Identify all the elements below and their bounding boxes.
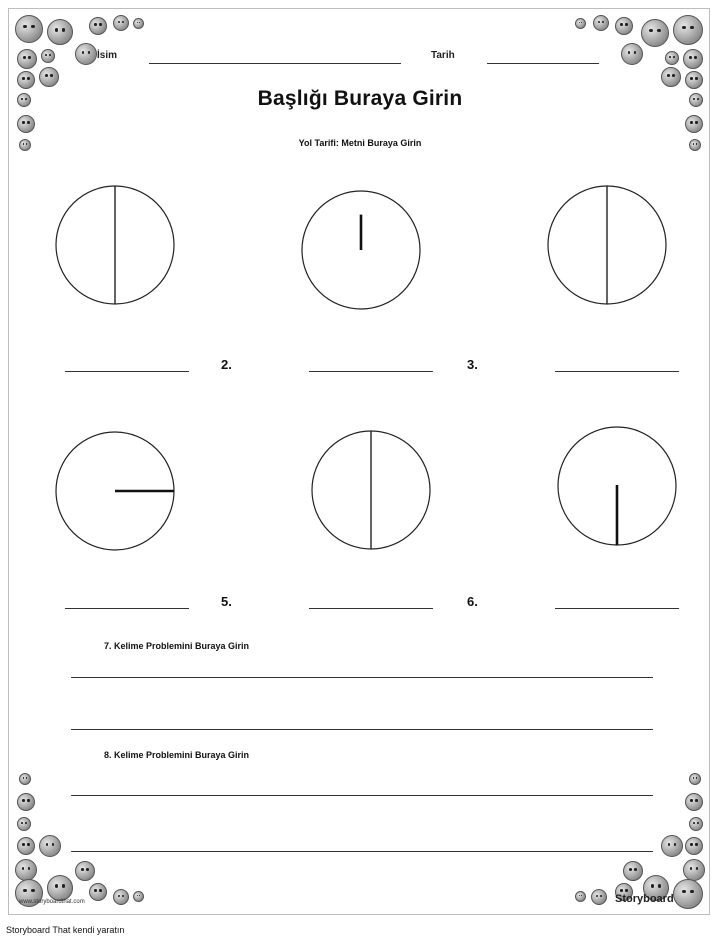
emoji-face-icon [689, 817, 703, 831]
answer-line-2 [309, 371, 433, 372]
emoji-face-icon [15, 859, 37, 881]
emoji-face-icon [19, 139, 31, 151]
emoji-face-icon [683, 859, 705, 881]
emoji-face-icon [615, 17, 633, 35]
emoji-face-icon [39, 835, 61, 857]
name-label: İsim [97, 50, 118, 61]
emoji-face-icon [39, 67, 59, 87]
emoji-face-icon [17, 817, 31, 831]
emoji-face-icon [133, 891, 144, 902]
emoji-face-icon [19, 773, 31, 785]
emoji-face-icon [689, 93, 703, 107]
emoji-face-icon [673, 879, 703, 909]
emoji-face-icon [683, 49, 703, 69]
emoji-face-icon [17, 793, 35, 811]
storyboard-logo: Storyboard [615, 893, 674, 905]
emoji-face-icon [113, 889, 129, 905]
date-label: Tarih [431, 50, 455, 61]
directions-text: Yol Tarifi: Metni Buraya Girin [298, 138, 422, 148]
clock-faces [9, 9, 711, 916]
emoji-face-icon [75, 43, 97, 65]
clock-face-5 [312, 431, 430, 549]
page-title: Başlığı Buraya Girin [257, 87, 463, 110]
problem-number-2: 2. [221, 357, 232, 372]
emoji-face-icon [575, 891, 586, 902]
emoji-face-icon [689, 139, 701, 151]
answer-line-4 [65, 608, 189, 609]
emoji-face-icon [15, 15, 43, 43]
word-problem-7-line-2 [71, 729, 653, 730]
word-problem-7-label: 7. Kelime Problemini Buraya Girin [104, 641, 250, 651]
word-problem-8-line-1 [71, 795, 653, 796]
emoji-face-icon [685, 837, 703, 855]
problem-number-5: 5. [221, 594, 232, 609]
emoji-face-icon [17, 49, 37, 69]
emoji-face-icon [685, 115, 703, 133]
emoji-face-icon [41, 49, 55, 63]
emoji-face-icon [593, 15, 609, 31]
emoji-face-icon [75, 861, 95, 881]
emoji-face-icon [689, 773, 701, 785]
emoji-face-icon [47, 875, 73, 901]
clock-face-2 [302, 191, 420, 309]
worksheet [8, 8, 710, 915]
emoji-face-icon [17, 71, 35, 89]
emoji-face-icon [575, 18, 586, 29]
emoji-face-icon [661, 67, 681, 87]
clock-face-1 [56, 186, 174, 304]
emoji-face-icon [665, 51, 679, 65]
emoji-face-icon [17, 93, 31, 107]
answer-line-5 [309, 608, 433, 609]
emoji-face-icon [685, 793, 703, 811]
emoji-face-icon [113, 15, 129, 31]
word-problem-8-line-2 [71, 851, 653, 852]
emoji-face-icon [623, 861, 643, 881]
emoji-face-icon [89, 883, 107, 901]
problem-number-6: 6. [467, 594, 478, 609]
emoji-face-icon [17, 837, 35, 855]
emoji-face-icon [673, 15, 703, 45]
emoji-face-icon [641, 19, 669, 47]
footer-credit[interactable]: Storyboard That kendi yaratın [6, 925, 125, 935]
clock-face-6 [558, 427, 676, 545]
emoji-face-icon [661, 835, 683, 857]
answer-line-3 [555, 371, 679, 372]
answer-line-6 [555, 608, 679, 609]
watermark-text: www.storyboardthat.com [19, 899, 85, 905]
problem-number-3: 3. [467, 357, 478, 372]
word-problem-7-line-1 [71, 677, 653, 678]
emoji-face-icon [591, 889, 607, 905]
emoji-face-icon [133, 18, 144, 29]
emoji-face-icon [17, 115, 35, 133]
clock-face-4 [56, 432, 174, 550]
clock-face-3 [548, 186, 666, 304]
emoji-face-icon [685, 71, 703, 89]
emoji-face-icon [89, 17, 107, 35]
answer-line-1 [65, 371, 189, 372]
word-problem-8-label: 8. Kelime Problemini Buraya Girin [104, 750, 250, 760]
emoji-face-icon [621, 43, 643, 65]
emoji-face-icon [47, 19, 73, 45]
